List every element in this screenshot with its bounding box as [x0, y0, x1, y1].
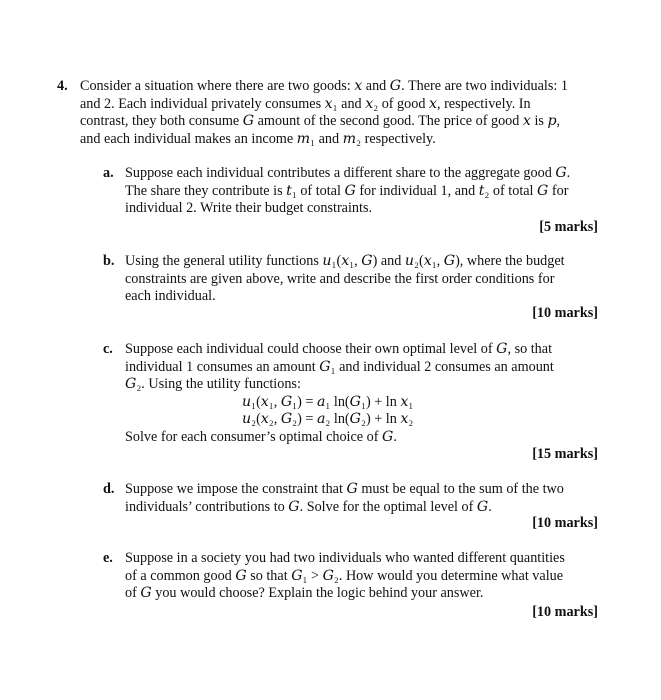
- part-d-letter: d.: [103, 481, 115, 497]
- question-number: 4.: [57, 78, 68, 94]
- part-e-text: [125, 550, 600, 603]
- part-line: individual 2. Write their budget constraints.: [125, 200, 373, 217]
- intro-line: and each individual makes an income 𝑚₁ and 𝑚₂ respectively.: [80, 130, 436, 147]
- part-c-text: [125, 341, 600, 447]
- part-b-letter: b.: [103, 253, 115, 269]
- intro-line: and 2. Each individual privately consumes 𝑥₁ and 𝑥₂ of good 𝑥, respectively. In: [80, 95, 531, 112]
- part-c-marks: [15 marks]: [532, 446, 598, 462]
- part-a-marks: [5 marks]: [539, 219, 598, 235]
- utility-equation-1: 𝑢₁(𝑥₁, 𝐺₁) = 𝑎₁ ln(𝐺₁) + ln 𝑥₁: [242, 393, 414, 410]
- part-line: Solve for each consumer’s optimal choice of 𝐺.: [125, 428, 397, 445]
- part-line: Using the general utility functions 𝑢₁(𝑥₁, 𝐺) and 𝑢₂(𝑥₁, 𝐺), where the budget: [125, 253, 565, 269]
- question-intro: [80, 78, 600, 148]
- part-line: Suppose in a society you had two individuals who wanted different quantities: [125, 550, 565, 566]
- part-b-text: [125, 253, 600, 306]
- utility-equation-2: 𝑢₂(𝑥₂, 𝐺₂) = 𝑎₂ ln(𝐺₂) + ln 𝑥₂: [242, 411, 414, 428]
- part-d-text: [125, 481, 600, 516]
- part-line: Suppose each individual could choose their own optimal level of 𝐺, so that: [125, 341, 553, 357]
- part-line: Suppose we impose the constraint that 𝐺 must be equal to the sum of the two: [125, 481, 564, 497]
- intro-line: Consider a situation where there are two goods: 𝑥 and 𝐺. There are two individuals: 1: [80, 78, 568, 94]
- intro-line: contrast, they both consume 𝐺 amount of the second good. The price of good 𝑥 is 𝑝,: [80, 113, 561, 129]
- part-c-letter: c.: [103, 341, 113, 357]
- part-b-marks: [10 marks]: [532, 305, 598, 321]
- part-line: individuals’ contributions to 𝐺. Solve for the optimal level of 𝐺.: [125, 498, 492, 515]
- part-d-marks: [10 marks]: [532, 515, 598, 531]
- part-a-text: [125, 165, 600, 218]
- part-line: individual 1 consumes an amount 𝐺₁ and individual 2 consumes an amount: [125, 358, 554, 375]
- part-line: 𝐺₂. Using the utility functions:: [125, 376, 301, 393]
- part-line: constraints are given above, write and describe the first order conditions for: [125, 270, 555, 287]
- part-line: each individual.: [125, 288, 216, 305]
- part-e-letter: e.: [103, 550, 113, 566]
- part-line: of a common good 𝐺 so that 𝐺₁ > 𝐺₂. How would you determine what value: [125, 567, 564, 584]
- part-line: Suppose each individual contributes a different share to the aggregate good 𝐺.: [125, 165, 571, 181]
- part-e-marks: [10 marks]: [532, 604, 598, 620]
- part-a-letter: a.: [103, 165, 114, 181]
- part-line: The share they contribute is 𝑡₁ of total 𝐺 for individual 1, and 𝑡₂ of total 𝐺 for: [125, 182, 569, 199]
- part-line: of 𝐺 you would choose? Explain the logic behind your answer.: [125, 585, 484, 602]
